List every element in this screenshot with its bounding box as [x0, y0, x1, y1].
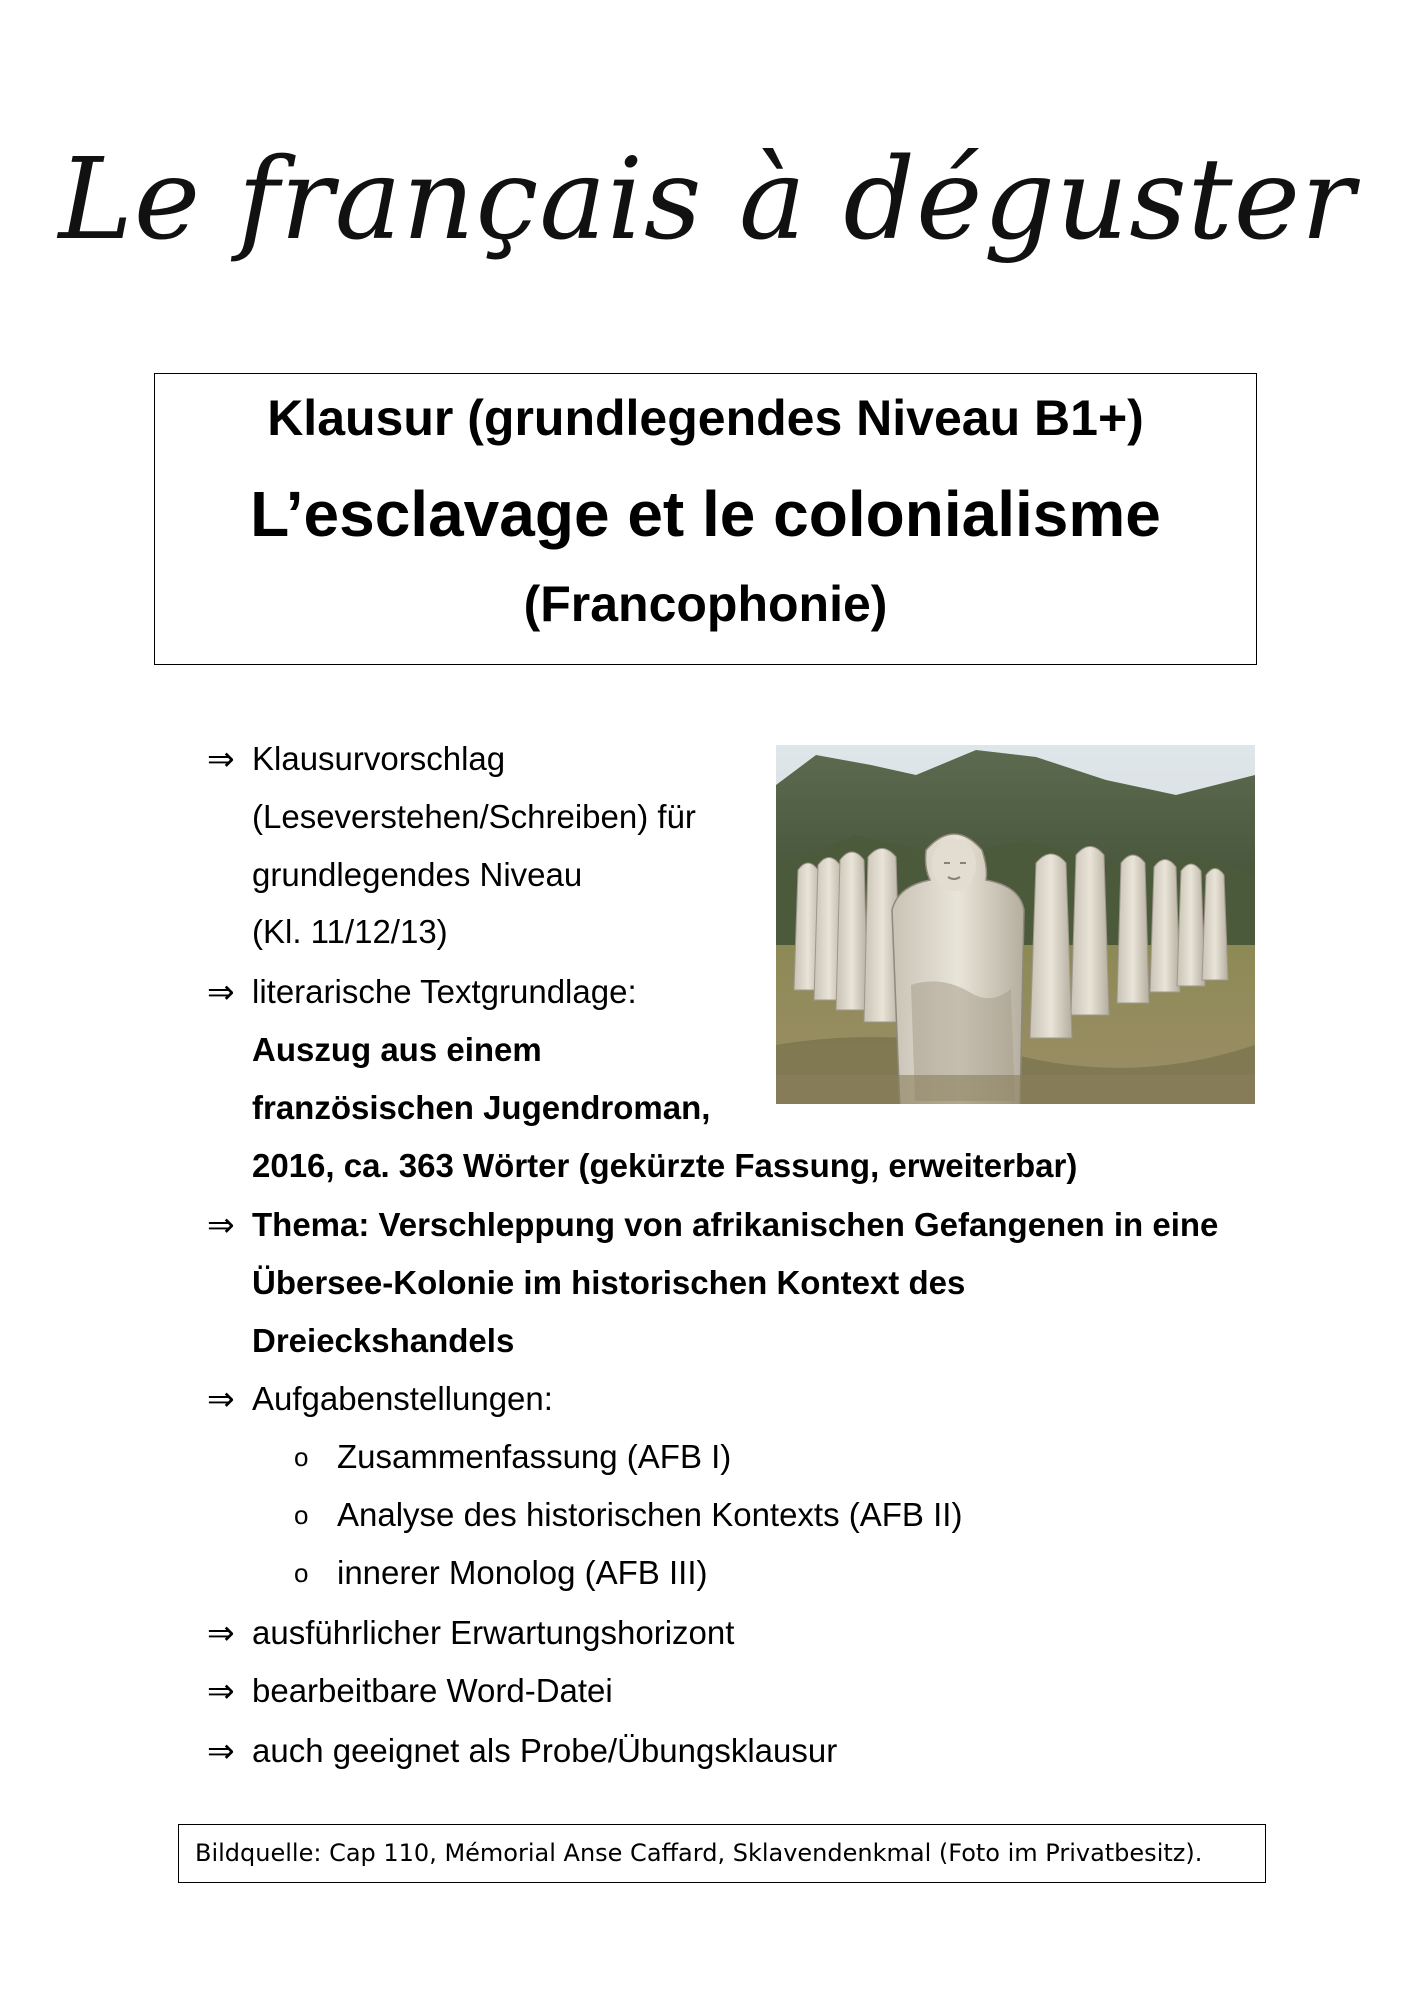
logo-title: Le français à déguster: [58, 135, 1356, 265]
arrow-icon: ⇒: [207, 973, 235, 1010]
list-item: Übersee-Kolonie im historischen Kontext des: [252, 1264, 966, 1301]
list-item: ausführlicher Erwartungshorizont: [252, 1614, 735, 1651]
exam-level-heading: Klausur (grundlegendes Niveau B1+): [267, 390, 1144, 446]
sub-list-item: innerer Monolog (AFB III): [337, 1554, 708, 1591]
list-item: französischen Jugendroman,: [252, 1089, 711, 1126]
list-item: Dreieckshandels: [252, 1322, 515, 1359]
list-item: grundlegendes Niveau: [252, 856, 583, 893]
list-item: 2016, ca. 363 Wörter (gekürzte Fassung, erweiterbar): [252, 1147, 1078, 1184]
list-item: Klausurvorschlag: [252, 740, 506, 777]
arrow-icon: ⇒: [207, 1672, 235, 1709]
list-item: auch geeignet als Probe/Übungsklausur: [252, 1732, 838, 1769]
arrow-icon: ⇒: [207, 1614, 235, 1651]
bullet-icon: o: [294, 1558, 309, 1588]
bullet-icon: o: [294, 1442, 309, 1472]
image-source-caption: Bildquelle: Cap 110, Mémorial Anse Caffard, Sklavendenkmal (Foto im Privatbesitz).: [195, 1839, 1203, 1867]
list-item: bearbeitbare Word-Datei: [252, 1672, 613, 1709]
bullet-icon: o: [294, 1500, 309, 1530]
exam-topic-heading: L’esclavage et le colonialisme: [250, 478, 1161, 550]
sub-list-item: Analyse des historischen Kontexts (AFB II): [337, 1496, 963, 1533]
list-item: Thema: Verschleppung von afrikanischen Gefangenen in eine: [252, 1206, 1219, 1243]
arrow-icon: ⇒: [207, 1732, 235, 1769]
arrow-icon: ⇒: [207, 740, 235, 777]
arrow-icon: ⇒: [207, 1380, 235, 1417]
image-source-box: [178, 1824, 1266, 1883]
list-item: literarische Textgrundlage:: [252, 973, 637, 1010]
list-item: Aufgabenstellungen:: [252, 1380, 553, 1417]
list-item: Auszug aus einem: [252, 1031, 542, 1068]
exam-subtopic-heading: (Francophonie): [523, 576, 888, 632]
list-item: (Leseverstehen/Schreiben) für: [252, 798, 696, 835]
sub-list-item: Zusammenfassung (AFB I): [337, 1438, 732, 1475]
arrow-icon: ⇒: [207, 1206, 235, 1243]
list-item: (Kl. 11/12/13): [252, 913, 448, 950]
